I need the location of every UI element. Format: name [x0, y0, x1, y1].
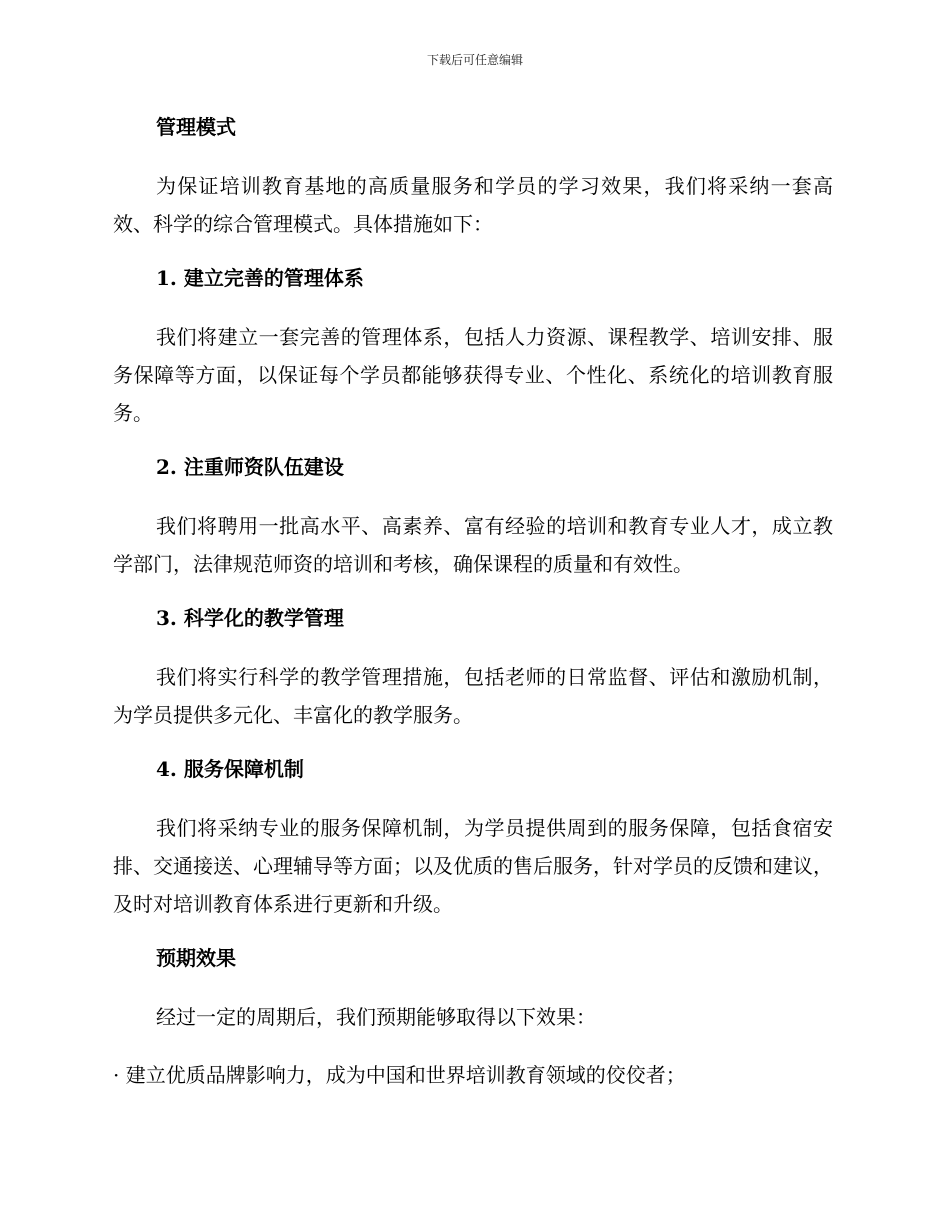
item3-paragraph: 我们将实行科学的教学管理措施，包括老师的日常监督、评估和激励机制，为学员提供多元化、丰富化的教学服务。: [113, 665, 833, 727]
document-body: [113, 112, 833, 1094]
item4-paragraph: 我们将采纳专业的服务保障机制，为学员提供周到的服务保障，包括食宿安排、交通接送、心理辅导等方面；以及优质的售后服务，针对学员的反馈和建议，及时对培训教育体系进行更新和升级。: [113, 816, 833, 916]
effect-bullet-item: · 建立优质品牌影响力，成为中国和世界培训教育领域的佼佼者；: [113, 1063, 686, 1087]
item1-heading: 1. 建立完善的管理体系: [156, 266, 364, 290]
effect-heading: 预期效果: [156, 946, 236, 970]
item1-paragraph: 我们将建立一套完善的管理体系，包括人力资源、课程教学、培训安排、服务保障等方面，以保证每个学员都能够获得专业、个性化、系统化的培训教育服务。: [113, 325, 833, 425]
item2-heading: 2. 注重师资队伍建设: [156, 455, 344, 479]
item3-heading: 3. 科学化的教学管理: [156, 606, 344, 630]
effect-intro-paragraph: 经过一定的周期后，我们预期能够取得以下效果：: [156, 1005, 596, 1029]
item2-paragraph: 我们将聘用一批高水平、高素养、富有经验的培训和教育专业人才，成立教学部门，法律规范师资的培训和考核，确保课程的质量和有效性。: [113, 514, 833, 576]
management-intro-paragraph: 为保证培训教育基地的高质量服务和学员的学习效果，我们将采纳一套高效、科学的综合管理模式。具体措施如下：: [113, 174, 833, 236]
header-note: 下载后可任意编辑: [426, 53, 523, 67]
item4-heading: 4. 服务保障机制: [156, 757, 304, 781]
management-heading: 管理模式: [156, 115, 236, 139]
